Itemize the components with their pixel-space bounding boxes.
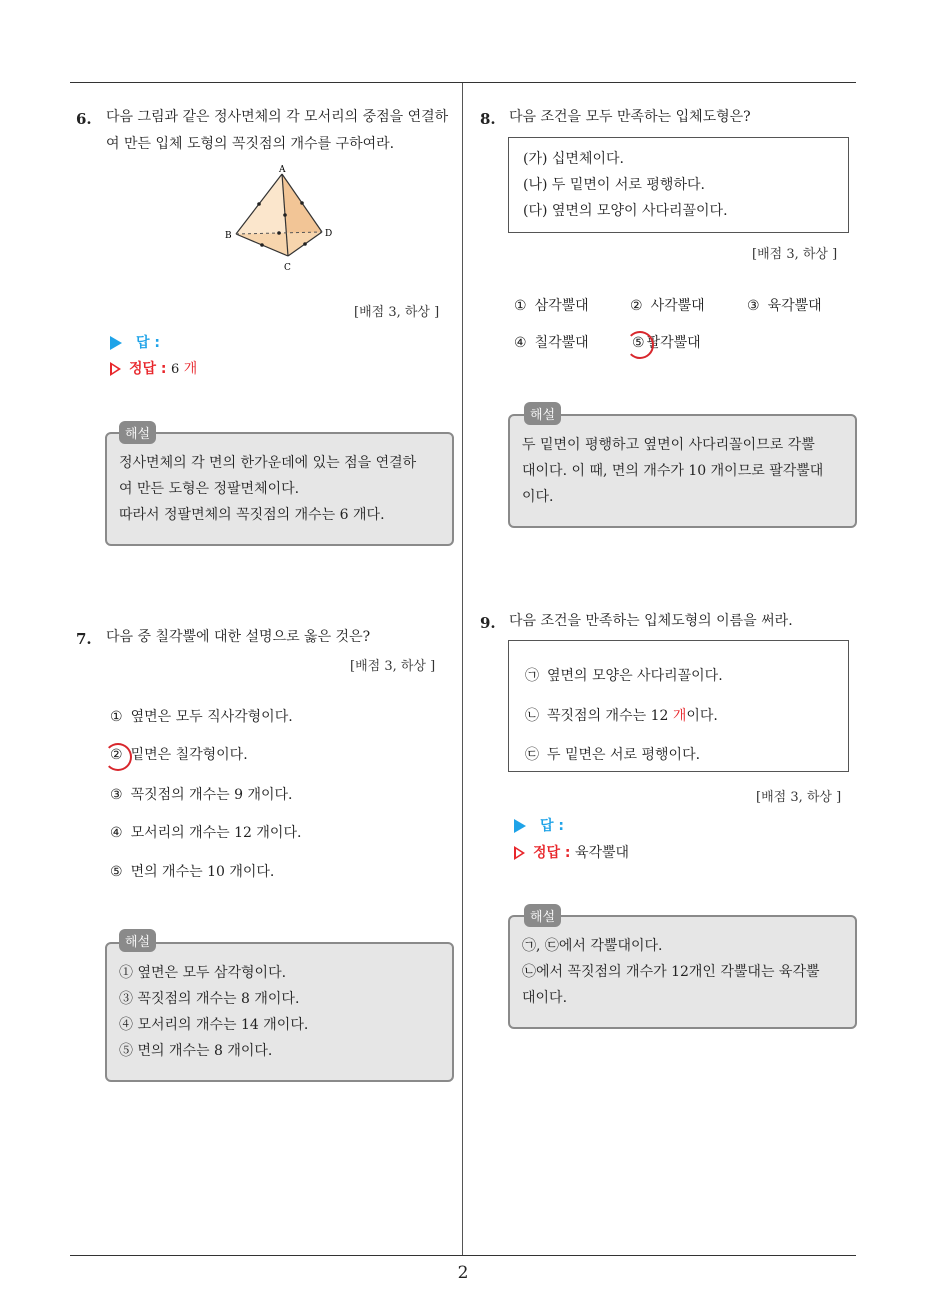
choice-text: 꼭짓점의 개수는 9 개이다. bbox=[130, 787, 293, 803]
condition-line: (가) 십면체이다. bbox=[523, 151, 624, 167]
condition-text: 꼭짓점의 개수는 12 bbox=[547, 708, 673, 724]
score-label: [배점 3, 하상 ] bbox=[752, 247, 838, 262]
explanation-box bbox=[105, 432, 454, 546]
choice-item[interactable] bbox=[630, 295, 705, 315]
explanation-label: 해설 bbox=[524, 402, 561, 425]
choice-number: ③ bbox=[747, 298, 760, 314]
choice-number: ④ bbox=[514, 335, 527, 351]
explanation-line: ③ 꼭짓점의 개수는 8 개이다. bbox=[119, 991, 300, 1007]
explanation-line: ㉠, ㉢에서 각뿔대이다. bbox=[522, 938, 663, 954]
page-number: 2 bbox=[457, 1263, 469, 1283]
correct-unit: 개 bbox=[183, 361, 198, 377]
explanation-line: 대이다. bbox=[522, 990, 568, 1006]
choice-item[interactable] bbox=[514, 295, 589, 315]
explanation-line: ① 옆면은 모두 삼각형이다. bbox=[119, 965, 287, 981]
correct-label: 정답 : bbox=[533, 845, 571, 861]
choice-text: 팔각뿔대 bbox=[646, 335, 701, 351]
choice-number: ② bbox=[110, 747, 123, 763]
condition-item bbox=[525, 744, 700, 764]
condition-item bbox=[525, 705, 718, 725]
vertex-label-c: C bbox=[284, 263, 291, 273]
choice-text: 육각뿔대 bbox=[767, 298, 822, 314]
explanation-box bbox=[105, 942, 454, 1082]
choice-text: 칠각뿔대 bbox=[534, 335, 589, 351]
explanation-line: 여 만든 도형은 정팔면체이다. bbox=[119, 481, 300, 497]
explanation-label: 해설 bbox=[119, 929, 156, 952]
choice-item[interactable] bbox=[514, 332, 589, 352]
score-label: [배점 3, 하상 ] bbox=[756, 790, 842, 805]
condition-mark: ㉡ bbox=[525, 708, 539, 724]
vertex-label-b: B bbox=[225, 231, 232, 241]
explanation-line: 이다. bbox=[522, 489, 554, 505]
condition-mark: ㉢ bbox=[525, 747, 539, 763]
question-number: 6. bbox=[76, 110, 92, 128]
explanation-line: 따라서 정팔면체의 꼭짓점의 개수는 6 개다. bbox=[119, 507, 385, 523]
choice-text: 삼각뿔대 bbox=[534, 298, 589, 314]
explanation-line: 정사면체의 각 면의 한가운데에 있는 점을 연결하 bbox=[119, 455, 417, 471]
choice-number: ① bbox=[514, 298, 527, 314]
explanation-line: ④ 모서리의 개수는 14 개이다. bbox=[119, 1017, 309, 1033]
question-number: 8. bbox=[480, 110, 496, 128]
condition-mark: ㉠ bbox=[525, 668, 539, 684]
explanation-label: 해설 bbox=[524, 904, 561, 927]
choice-number: ④ bbox=[110, 825, 123, 841]
condition-item bbox=[525, 665, 723, 685]
condition-text: 옆면의 모양은 사다리꼴이다. bbox=[547, 668, 723, 684]
question-text: 다음 조건을 모두 만족하는 입체도형은? bbox=[509, 109, 751, 125]
score-label: [배점 3, 하상 ] bbox=[350, 659, 436, 674]
choice-text: 면의 개수는 10 개이다. bbox=[130, 864, 275, 880]
correct-answer-line bbox=[514, 842, 629, 862]
choice-item[interactable] bbox=[747, 295, 822, 315]
condition-line: (나) 두 밑면이 서로 평행하다. bbox=[523, 177, 705, 193]
explanation-box bbox=[508, 414, 857, 528]
correct-value: 육각뿔대 bbox=[574, 845, 630, 861]
choice-item[interactable] bbox=[110, 822, 301, 842]
choice-text: 사각뿔대 bbox=[650, 298, 705, 314]
explanation-line: ⑤ 면의 개수는 8 개이다. bbox=[119, 1043, 273, 1059]
condition-line: (다) 옆면의 모양이 사다리꼴이다. bbox=[523, 203, 728, 219]
play-triangle-icon bbox=[110, 336, 122, 350]
choice-item-selected[interactable] bbox=[110, 744, 248, 764]
outline-triangle-icon bbox=[110, 362, 121, 376]
explanation-line: 대이다. 이 때, 면의 개수가 10 개이므로 팔각뿔대 bbox=[522, 463, 824, 479]
correct-answer-line bbox=[110, 358, 197, 378]
correct-label: 정답 : bbox=[129, 361, 167, 377]
choice-number: ⑤ bbox=[632, 335, 645, 351]
choice-number: ⑤ bbox=[110, 864, 123, 880]
explanation-label: 해설 bbox=[119, 421, 156, 444]
column-divider bbox=[462, 83, 463, 1255]
choice-item[interactable] bbox=[110, 784, 293, 804]
top-rule bbox=[70, 82, 856, 83]
condition-box bbox=[508, 640, 849, 772]
correct-value: 6 bbox=[170, 362, 180, 377]
bottom-rule bbox=[70, 1255, 856, 1256]
choice-item[interactable] bbox=[110, 861, 274, 881]
score-label: [배점 3, 하상 ] bbox=[354, 305, 440, 320]
choice-number: ③ bbox=[110, 787, 123, 803]
choice-number: ② bbox=[630, 298, 643, 314]
question-text: 다음 그림과 같은 정사면체의 각 모서리의 중점을 연결하여 만든 입체 도형의 꼭짓점의 개수를 구하여라. bbox=[106, 109, 449, 152]
choice-text: 밑면은 칠각형이다. bbox=[130, 747, 248, 763]
choice-item[interactable] bbox=[110, 706, 293, 726]
condition-text: 두 밑면은 서로 평행이다. bbox=[547, 747, 701, 763]
answer-label: 답 : bbox=[540, 818, 564, 834]
explanation-box bbox=[508, 915, 857, 1029]
question-text: 다음 중 칠각뿔에 대한 설명으로 옳은 것은? bbox=[106, 629, 371, 645]
explanation-line: 두 밑면이 평행하고 옆면이 사다리꼴이므로 각뿔 bbox=[522, 437, 815, 453]
condition-box bbox=[508, 137, 849, 233]
choice-item-selected[interactable] bbox=[632, 332, 701, 352]
outline-triangle-icon bbox=[514, 846, 525, 860]
vertex-label-d: D bbox=[325, 229, 333, 239]
choice-text: 옆면은 모두 직사각형이다. bbox=[130, 709, 293, 725]
question-number: 9. bbox=[480, 614, 496, 632]
question-text: 다음 조건을 만족하는 입체도형의 이름을 써라. bbox=[509, 613, 793, 629]
condition-text: 이다. bbox=[686, 708, 718, 724]
tetrahedron-figure bbox=[222, 162, 340, 278]
choice-text: 모서리의 개수는 12 개이다. bbox=[130, 825, 302, 841]
explanation-line: ㉡에서 꼭짓점의 개수가 12개인 각뿔대는 육각뿔 bbox=[522, 964, 820, 980]
condition-text-highlight: 개 bbox=[672, 708, 687, 724]
answer-line bbox=[514, 815, 564, 835]
question-number: 7. bbox=[76, 630, 92, 648]
answer-label: 답 : bbox=[136, 335, 160, 351]
vertex-label-a: A bbox=[279, 165, 286, 175]
answer-line bbox=[110, 332, 160, 352]
play-triangle-icon bbox=[514, 819, 526, 833]
choice-number: ① bbox=[110, 709, 123, 725]
